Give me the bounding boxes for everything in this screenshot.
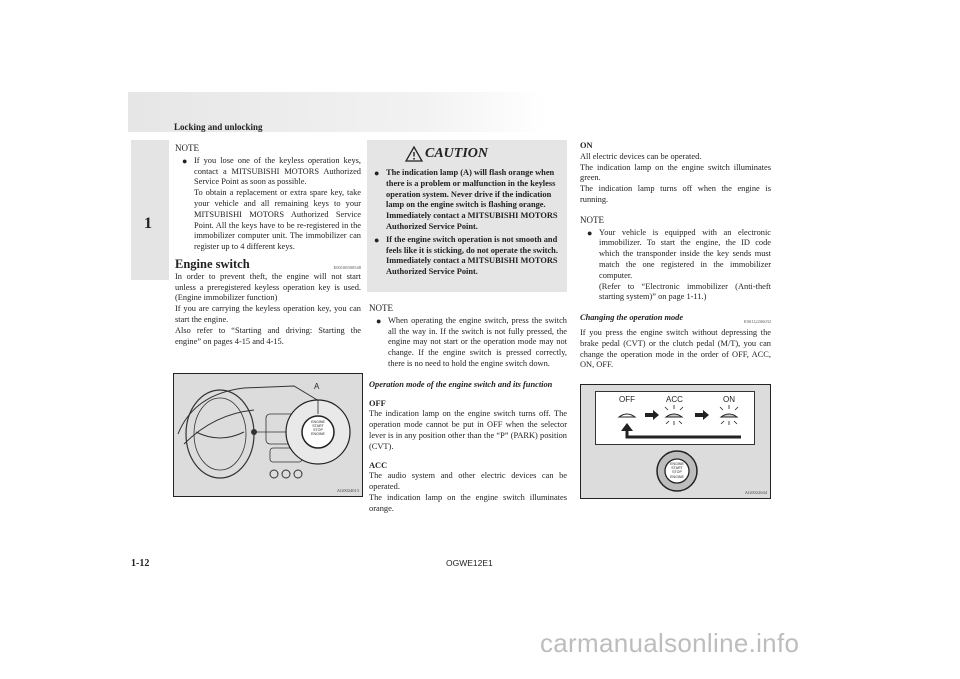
figure-code: AG0024013: [336, 488, 359, 493]
on-heading: ON: [580, 141, 593, 150]
bullet-icon: ●: [376, 315, 382, 326]
note-text: (Refer to “Electronic immobilizer (Anti-theft starting system)” on page 1-11.): [599, 281, 771, 302]
on-text: All electric devices can be operated.: [580, 151, 702, 161]
note-heading: NOTE: [580, 214, 604, 225]
mode-label-off: OFF: [619, 395, 635, 404]
figure-code: AG0022644: [744, 490, 767, 495]
button-text: START: [312, 424, 324, 428]
heading-text: Changing the operation mode: [580, 313, 684, 323]
changing-mode-heading: [580, 313, 771, 324]
chapter-number: 1: [144, 215, 152, 232]
acc-text: The indication lamp on the engine switch illuminates orange.: [369, 492, 567, 513]
note-heading: NOTE: [175, 143, 199, 153]
bullet-icon: ●: [587, 227, 593, 238]
button-text: STOP: [313, 428, 323, 432]
button-text: ENGINE: [670, 474, 684, 479]
paragraph: Also refer to “Starting and driving: Starting the engine” on pages 4-15 and 4-15.: [175, 325, 361, 346]
off-heading: OFF: [369, 398, 386, 408]
bullet-icon: ●: [182, 155, 188, 166]
engine-start-button: [665, 462, 689, 479]
engine-start-button: [306, 420, 330, 436]
document-code: OGWE12E1: [446, 558, 493, 568]
watermark: carmanualsonline.info: [540, 628, 800, 658]
paragraph: In order to prevent theft, the engine will not start unless a preregistered keyless operation key is used. (Engine immobilizer function): [175, 271, 361, 303]
note-bullet: [369, 316, 567, 370]
mode-label-acc: ACC: [666, 395, 683, 404]
left-column: [175, 143, 361, 347]
note-text: When operating the engine switch, press the switch all the way in. If the switch is not fully pressed, the engine may not start or the operation mode may not change. If the engine switch is pressed correctly, there is no need to hold the engine switch down.: [388, 315, 567, 368]
acc-text: The audio system and other electric devices can be operated.: [369, 471, 567, 492]
changing-text: If you press the engine switch without depressing the brake pedal (CVT) or the clutch pedal (M/T), you can change the operation mode in the order of OFF, ACC, ON, OFF.: [580, 327, 771, 370]
caution-text: The indication lamp (A) will flash orange when there is a problem or malfunction in the keyless operation system. Never drive if the indication lamp on the engine switch is flashing orange. Immediately contact a MITSUBISHI MOTORS Authorized Service Point.: [386, 168, 558, 231]
mode-label-on: ON: [723, 395, 735, 404]
engine-switch-heading: [175, 256, 361, 271]
chapter-tab: [131, 140, 169, 280]
button-text: START: [671, 466, 683, 471]
caution-bullet: [367, 168, 563, 233]
bullet-icon: ●: [374, 168, 380, 178]
paragraph: If you are carrying the keyless operation key, you can start the engine.: [175, 304, 361, 324]
operation-mode-figure: [580, 384, 771, 499]
dashboard-figure: [173, 373, 363, 497]
button-text: ENGINE: [670, 462, 684, 466]
operation-mode-heading: Operation mode of the engine switch and its function: [369, 379, 553, 389]
off-text: The indication lamp on the engine switch turns off. The operation mode cannot be put in OFF when the selector lever is in any position other than the “P” (PARK) position (CVT).: [369, 409, 567, 451]
right-column: [580, 141, 771, 371]
section-code: E00106500548: [333, 264, 361, 270]
caution-text: If the engine switch operation is not smooth and feels like it is sticking, do not operate the switch. Immediately contact a MITSUBISHI MOTORS Authorized Service Point.: [386, 234, 558, 277]
heading-text: Engine switch: [175, 256, 250, 271]
caution-bullet: [367, 235, 563, 278]
note-text: To obtain a replacement or extra spare key, take your vehicle and all remaining keys to your MITSUBISHI MOTORS Authorized Service Point. All the keys have to be re-registered in the immobilizer computer unit. The immobilizer can register up to 4 different keys.: [194, 188, 361, 252]
on-text: The indication lamp turns off when the engine is running.: [580, 184, 771, 204]
note-bullet: [580, 228, 771, 304]
note-heading: NOTE: [369, 303, 393, 313]
bullet-icon: ●: [374, 234, 380, 245]
note-text: Your vehicle is equipped with an electronic immobilizer. To start the engine, the ID code which the transponder inside the key sends must match the one registered in the immobilizer computer.: [599, 227, 771, 280]
caution-box: [367, 140, 567, 292]
middle-column: [369, 303, 567, 515]
caution-body: [367, 168, 563, 278]
dashboard-illustration: [174, 374, 362, 496]
note-bullet: [175, 156, 361, 253]
warning-triangle-icon: [405, 146, 423, 162]
button-text: ENGINE: [311, 420, 325, 424]
on-text: The indication lamp on the engine switch illuminates green.: [580, 162, 771, 183]
mode-sequence-diagram: [581, 385, 770, 498]
acc-heading: ACC: [369, 460, 388, 470]
section-title: Locking and unlocking: [174, 122, 263, 132]
button-text: STOP: [672, 470, 682, 475]
button-text: ENGINE: [311, 432, 325, 436]
section-code: E00112200032: [743, 319, 771, 325]
note-text: If you lose one of the keyless operation keys, contact a MITSUBISHI MOTORS Authorized Service Point as soon as possible.: [194, 155, 361, 187]
caution-heading: CAUTION: [425, 146, 489, 161]
callout-label: A: [314, 382, 320, 391]
page-number: 1-12: [131, 558, 150, 569]
